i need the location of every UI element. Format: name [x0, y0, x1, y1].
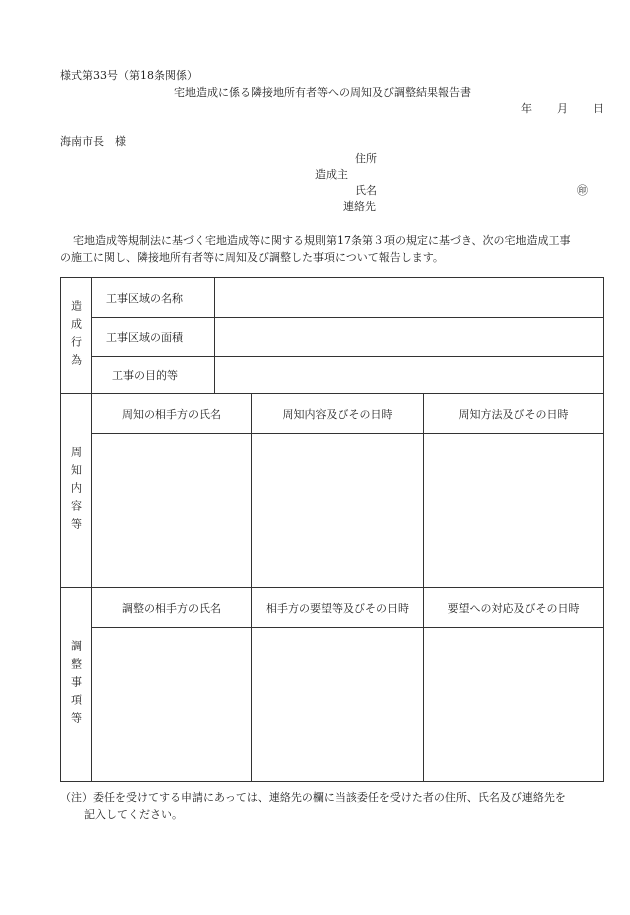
area-size-label: 工事区域の面積 [92, 318, 215, 357]
notice-method-field[interactable] [424, 434, 604, 588]
adjust-header-response: 要望への対応及びその日時 [424, 588, 604, 628]
notice-party-field[interactable] [92, 434, 252, 588]
adjust-header-party: 調整の相手方の氏名 [92, 588, 252, 628]
adjust-header-request: 相手方の要望等及びその日時 [252, 588, 424, 628]
address-label: 住所 [355, 152, 377, 165]
body-text-line2: の施工に関し、隣接地所有者等に周知及び調整した事項について報告します。 [60, 251, 444, 264]
note-line2: 記入してください。 [84, 808, 183, 821]
date-month-label: 月 [557, 102, 568, 115]
area-size-field[interactable] [215, 318, 604, 357]
seal-mark: ㊞ [577, 184, 588, 197]
notice-header-content: 周知内容及びその日時 [252, 394, 424, 434]
adjust-request-field[interactable] [252, 628, 424, 782]
section-adjustment-label: 調整事項等 [61, 588, 92, 782]
body-text-line1: 宅地造成等規制法に基づく宅地造成等に関する規則第17条第３項の規定に基づき、次の宅地造成工事 [73, 234, 571, 247]
developer-label: 造成主 [315, 168, 348, 181]
date-year-label: 年 [521, 102, 532, 115]
date-day-label: 日 [593, 102, 604, 115]
purpose-field[interactable] [215, 357, 604, 394]
notice-header-method: 周知方法及びその日時 [424, 394, 604, 434]
notice-header-party: 周知の相手方の氏名 [92, 394, 252, 434]
form-number: 様式第33号（第18条関係） [60, 69, 198, 82]
section-development-label: 造成行為 [61, 278, 92, 394]
addressee: 海南市長 様 [60, 135, 126, 148]
note-line1: （注）委任を受けてする申請にあっては、連絡先の欄に当該委任を受けた者の住所、氏名及び連絡先を [60, 791, 566, 804]
adjust-party-field[interactable] [92, 628, 252, 782]
contact-label: 連絡先 [343, 200, 376, 213]
area-name-label: 工事区域の名称 [92, 278, 215, 318]
report-table [60, 277, 604, 782]
name-label: 氏名 [355, 184, 377, 197]
purpose-label: 工事の目的等 [92, 357, 215, 394]
adjust-response-field[interactable] [424, 628, 604, 782]
document-title: 宅地造成に係る隣接地所有者等への周知及び調整結果報告書 [174, 86, 471, 99]
area-name-field[interactable] [215, 278, 604, 318]
section-notice-label: 周知内容等 [61, 394, 92, 588]
notice-content-field[interactable] [252, 434, 424, 588]
